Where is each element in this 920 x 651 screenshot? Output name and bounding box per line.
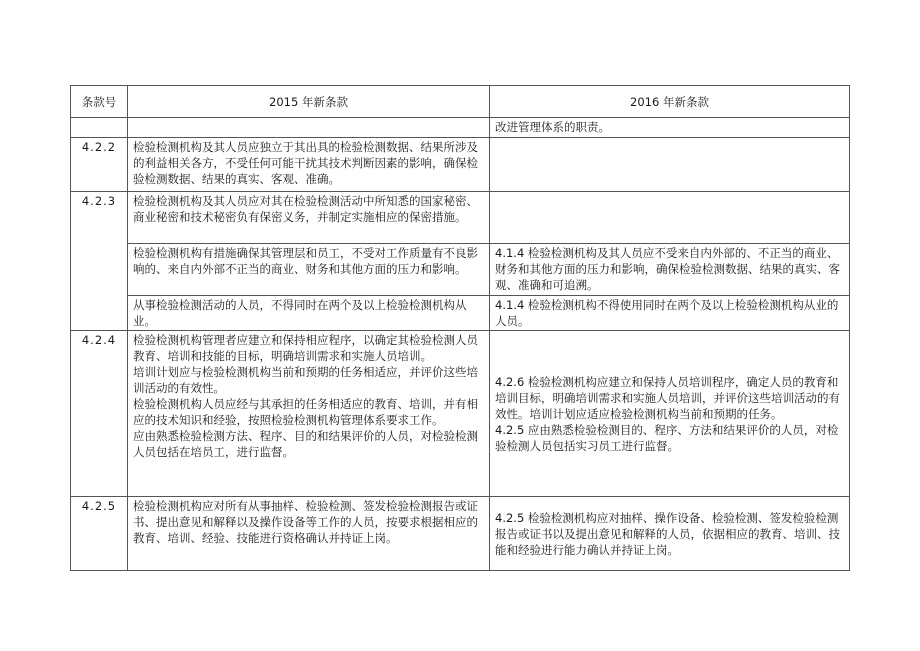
clause-number-cell: 4.2.2: [71, 138, 128, 192]
table-row: [71, 118, 850, 138]
clause-comparison-table: [70, 85, 850, 571]
header-2016-clause: 2016 年新条款: [490, 86, 850, 118]
table-row: [71, 138, 850, 192]
new-clause-cell: 改进管理体系的职责。: [490, 118, 850, 138]
paragraph: 4.2.6 检验检测机构应建立和保持人员培训程序，确定人员的教育和培训目标，明确培训需求和实施人员培训，并评价这些培训活动的有效性。培训计划应适应检验检测机构当前和预期的任务。: [495, 374, 840, 421]
table-row: [71, 497, 850, 571]
header-row: [71, 86, 850, 118]
old-clause-cell: [128, 331, 490, 497]
clause-number-cell: [71, 118, 128, 138]
paragraph: 培训计划应与检验检测机构当前和预期的任务相适应，并评价这些培训活动的有效性。: [133, 365, 478, 395]
old-clause-cell: [128, 118, 490, 138]
new-clause-cell: 4.2.5 检验检测机构应对抽样、操作设备、检验检测、签发检验检测报告或证书以及提出意见和解释的人员，依据相应的教育、培训、技能和经验进行能力确认并持证上岗。: [490, 497, 850, 571]
table-row: [71, 331, 850, 497]
header-clause-number: 条款号: [71, 86, 128, 118]
old-clause-cell: 检验检测机构应对所有从事抽样、检验检测、签发检验检测报告或证书、提出意见和解释以及操作设备等工作的人员，按要求根据相应的教育、培训、经验、技能进行资格确认并持证上岗。: [128, 497, 490, 571]
new-clause-cell: [490, 331, 850, 497]
clause-number-cell: 4.2.3: [71, 192, 128, 331]
paragraph: 4.2.5 应由熟悉检验检测目的、程序、方法和结果评价的人员，对检验检测人员包括实习员工进行监督。: [495, 422, 839, 453]
table-row: [71, 244, 850, 296]
table-row: [71, 296, 850, 331]
paragraph: 检验检测机构管理者应建立和保持相应程序，以确定其检验检测人员教育、培训和技能的目标，明确培训需求和实施人员培训。: [133, 333, 478, 363]
header-2015-clause: 2015 年新条款: [128, 86, 490, 118]
new-clause-cell: 4.1.4 检验检测机构不得使用同时在两个及以上检验检测机构从业的人员。: [490, 296, 850, 331]
table-row: [71, 192, 850, 244]
clause-number-cell: 4.2.5: [71, 497, 128, 571]
paragraph: 应由熟悉检验检测方法、程序、目的和结果评价的人员，对检验检测人员包括在培员工，进行监督。: [133, 429, 478, 459]
old-clause-cell: 从事检验检测活动的人员，不得同时在两个及以上检验检测机构从业。: [128, 296, 490, 331]
old-clause-cell: 检验检测机构及其人员应对其在检验检测活动中所知悉的国家秘密、商业秘密和技术秘密负有保密义务，并制定实施相应的保密措施。: [128, 192, 490, 244]
new-clause-cell: [490, 138, 850, 192]
old-clause-cell: 检验检测机构及其人员应独立于其出具的检验检测数据、结果所涉及的利益相关各方，不受任何可能干扰其技术判断因素的影响，确保检验检测数据、结果的真实、客观、准确。: [128, 138, 490, 192]
clause-number-cell: 4.2.4: [71, 331, 128, 497]
paragraph: 检验检测机构人员应经与其承担的任务相适应的教育、培训，并有相应的技术知识和经验，按照检验检测机构管理体系要求工作。: [133, 397, 478, 427]
new-clause-cell: [490, 192, 850, 244]
new-clause-cell: 4.1.4 检验检测机构及其人员应不受来自内外部的、不正当的商业、财务和其他方面的压力和影响，确保检验检测数据、结果的真实、客观、准确和可追溯。: [490, 244, 850, 296]
old-clause-cell: 检验检测机构有措施确保其管理层和员工，不受对工作质量有不良影响的、来自内外部不正当的商业、财务和其他方面的压力和影响。: [128, 244, 490, 296]
